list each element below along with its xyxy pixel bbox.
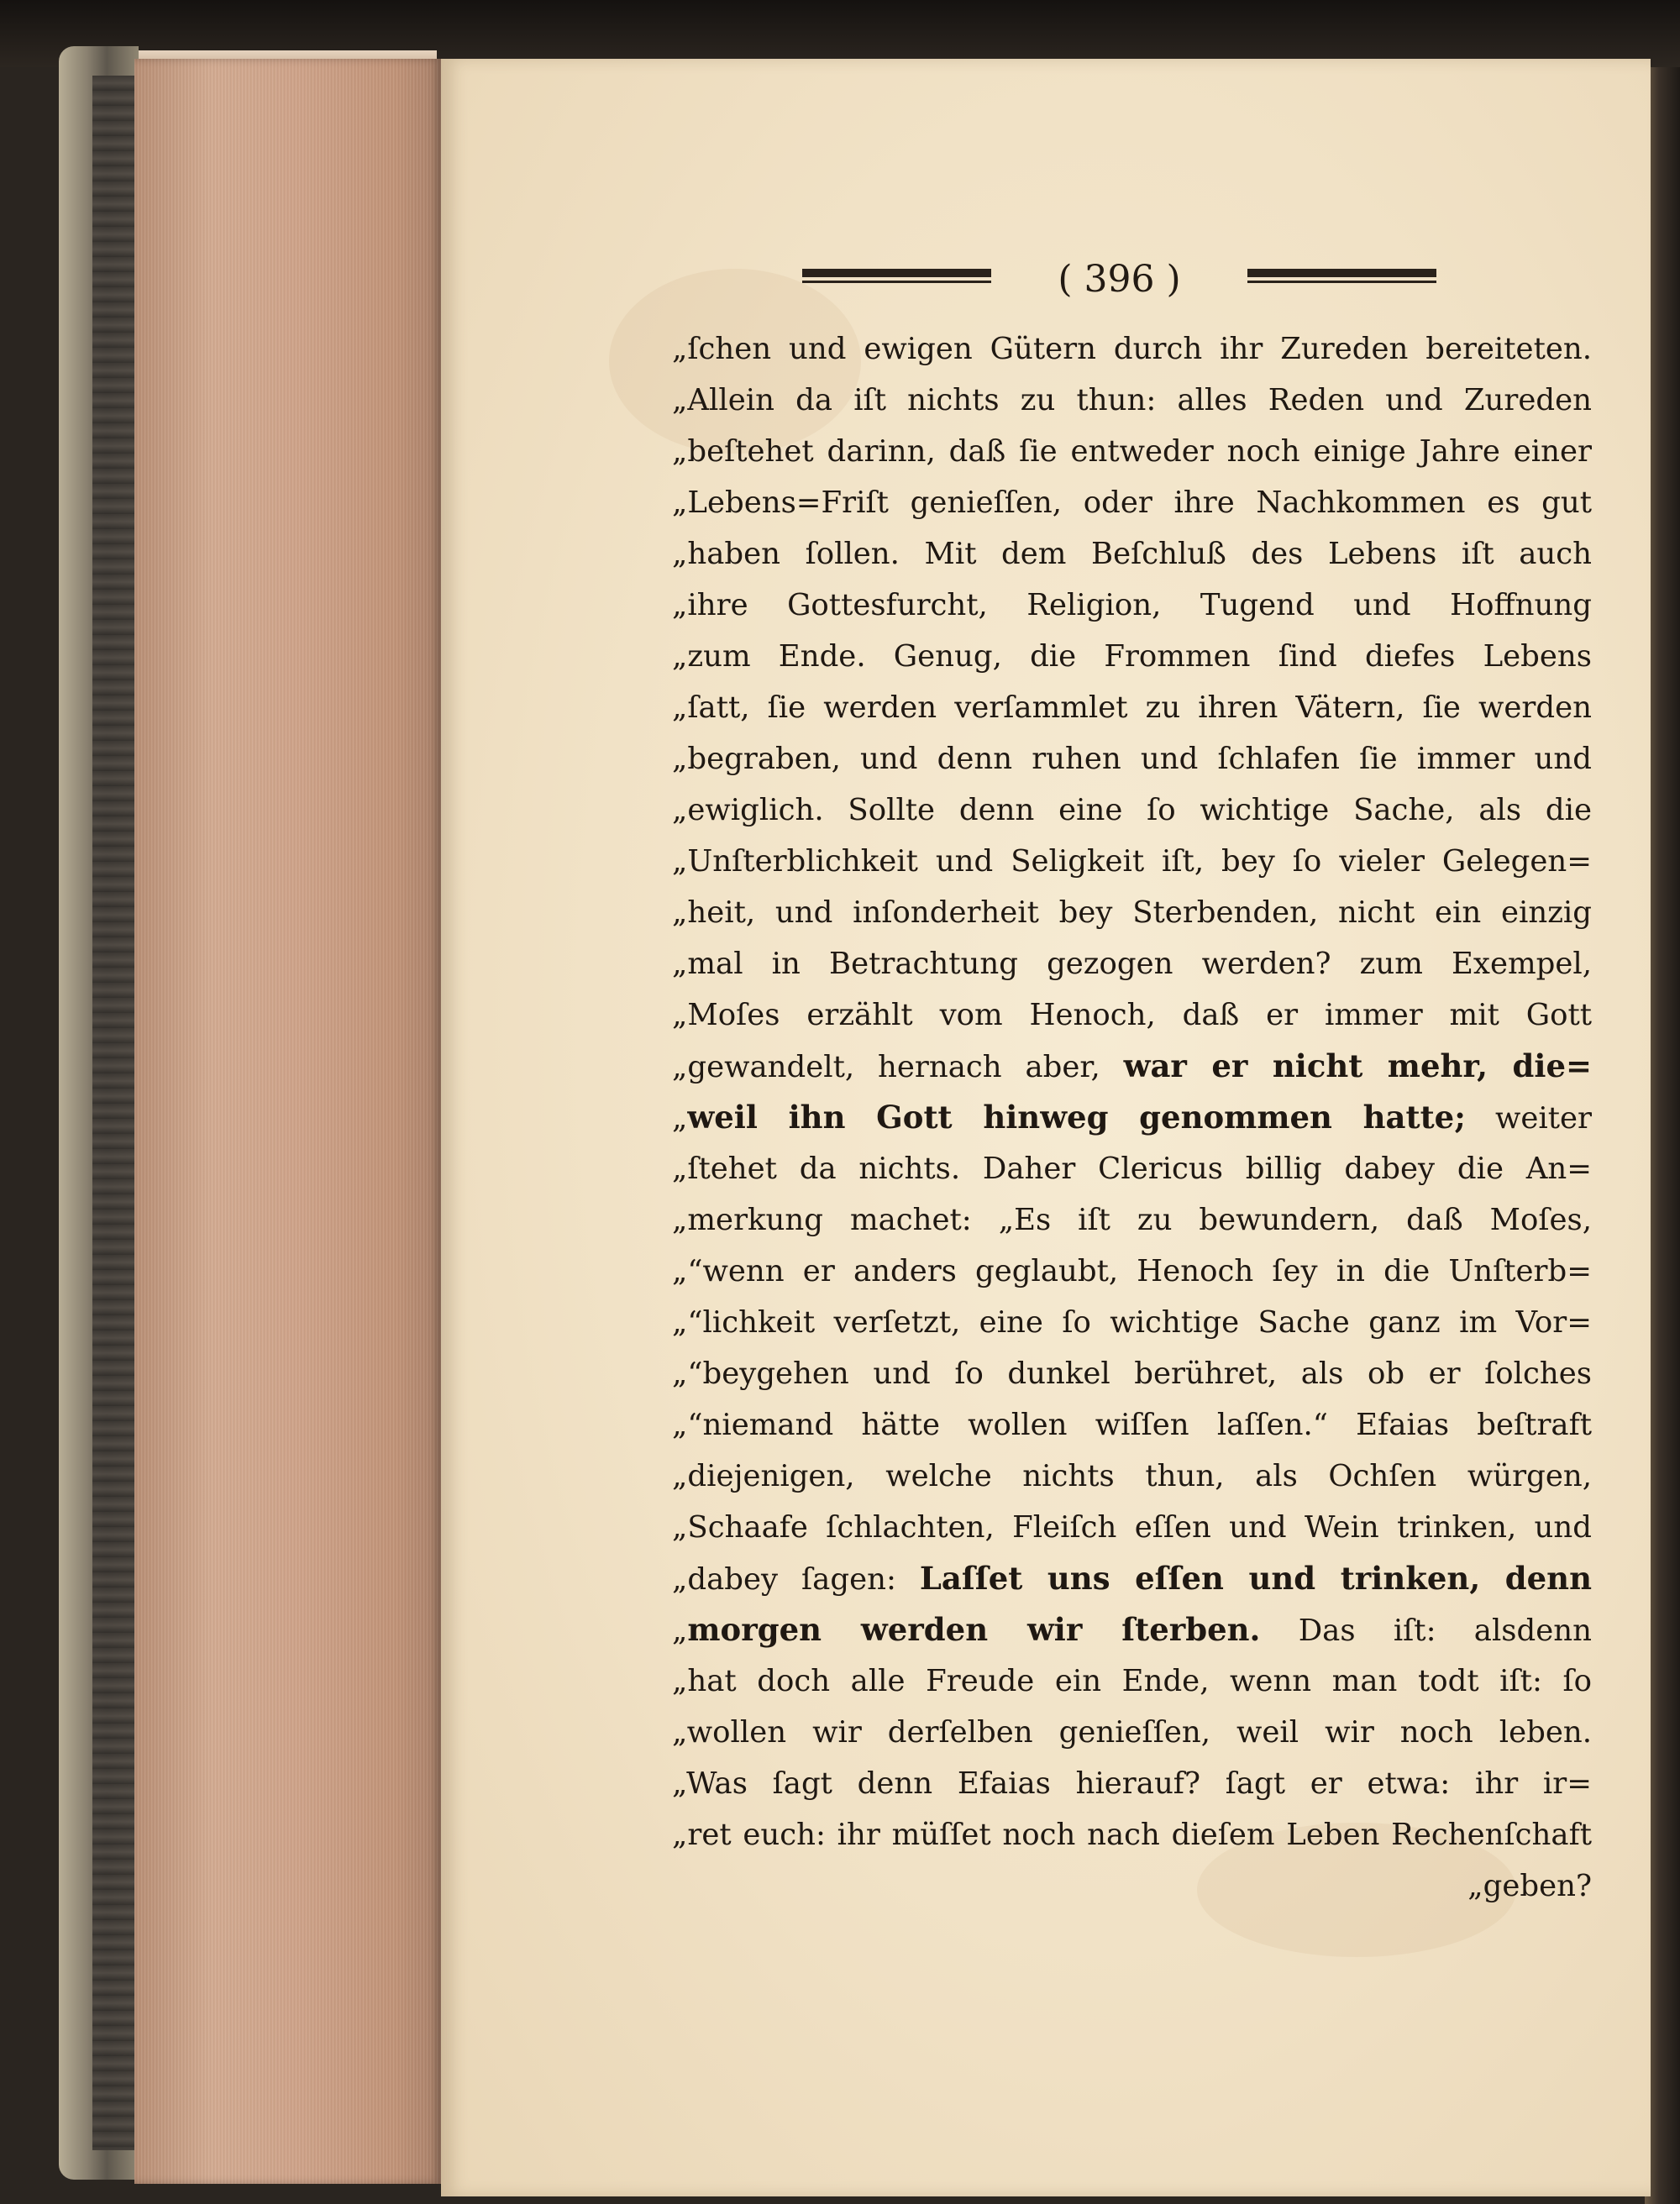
text-line (672, 938, 1592, 989)
text-segment: „dabey ſagen: (672, 1562, 920, 1597)
text-line (672, 1297, 1592, 1348)
text-segment: „ſatt, ſie werden verſammlet zu ihren Vätern, ſie werden (672, 690, 1592, 725)
text-segment: „Was ſagt denn Efaias hierauf? ſagt er etwa: ihr ir= (672, 1766, 1592, 1801)
text-line (672, 1656, 1592, 1707)
text-line (672, 682, 1592, 733)
text-line (672, 631, 1592, 682)
text-segment: „wollen wir derſelben genieſſen, weil wir noch leben. (672, 1715, 1592, 1750)
page-text (672, 323, 1592, 1912)
emphasized-text: morgen werden wir ſterben. (687, 1611, 1261, 1648)
text-line (672, 1604, 1592, 1656)
emphasized-text: war er nicht mehr, die= (1123, 1047, 1592, 1084)
text-segment: „zum Ende. Genug, die Frommen ſind diefes Lebens (672, 639, 1592, 674)
text-segment: weiter (1465, 1101, 1592, 1136)
text-segment: „Unſterblichkeit und Seligkeit iſt, bey ſo vieler Gelegen= (672, 844, 1592, 879)
text-segment: „“beygehen und ſo dunkel berühret, als ob er ſolches (672, 1357, 1592, 1391)
text-segment: „diejenigen, welche nichts thun, als Ochſen würgen, (672, 1459, 1592, 1493)
text-line (672, 1194, 1592, 1246)
text-segment: „ (672, 1614, 688, 1648)
text-segment: „mal in Betrachtung gezogen werden? zum Exempel, (672, 947, 1592, 981)
text-segment: „ſtehet da nichts. Daher Clericus billig dabey die An= (672, 1152, 1592, 1186)
book-spine-binding (92, 76, 139, 2150)
page-edges (134, 59, 441, 2184)
emphasized-text: weil ihn Gott hinweg genommen hatte; (687, 1099, 1466, 1136)
text-segment: „heit, und inſonderheit bey Sterbenden, nicht ein einzig (672, 895, 1592, 930)
text-line (672, 1758, 1592, 1809)
text-line (672, 477, 1592, 528)
text-line (672, 323, 1592, 375)
text-segment: „merkung machet: „Es iſt zu bewundern, daß Moſes, (672, 1203, 1592, 1237)
text-segment: „hat doch alle Freude ein Ende, wenn man todt iſt: ſo (672, 1664, 1592, 1698)
text-line (672, 836, 1592, 887)
text-line (672, 1860, 1592, 1912)
text-segment: „gewandelt, hernach aber, (672, 1050, 1124, 1084)
text-line (672, 1041, 1592, 1092)
text-segment: „beſtehet darinn, daß ſie entweder noch einige Jahre einer (672, 434, 1592, 469)
text-line (672, 733, 1592, 785)
page-header (802, 252, 1449, 312)
text-line (672, 1092, 1592, 1143)
text-segment: „haben ſollen. Mit dem Beſchluß des Lebens iſt auch (672, 537, 1592, 571)
text-line (672, 1246, 1592, 1297)
text-line (672, 1553, 1592, 1604)
text-segment: „Allein da iſt nichts zu thun: alles Reden und Zureden (672, 383, 1592, 417)
text-line (672, 528, 1592, 580)
text-line (672, 1399, 1592, 1451)
text-line (672, 1809, 1592, 1860)
emphasized-text: Laſſet uns eſſen und trinken, denn (919, 1560, 1592, 1597)
header-rule-left (802, 269, 991, 286)
text-line (672, 1502, 1592, 1553)
text-segment: „ret euch: ihr müſſet noch nach dieſem Leben Rechenſchaft (672, 1818, 1592, 1852)
text-line (672, 887, 1592, 938)
text-segment: „“niemand hätte wollen wiſſen laſſen.“ Efaias beſtraft (672, 1408, 1592, 1442)
text-segment: „ewiglich. Sollte denn eine ſo wichtige Sache, als die (672, 793, 1592, 827)
text-segment: „“wenn er anders geglaubt, Henoch ſey in die Unſterb= (672, 1254, 1592, 1288)
text-line (672, 989, 1592, 1041)
text-line (672, 785, 1592, 836)
page-number: ( 396 ) (1058, 258, 1181, 301)
text-line (672, 375, 1592, 426)
text-segment: „Schaafe ſchlachten, Fleiſch eſſen und Wein trinken, und (672, 1510, 1592, 1545)
header-rule-right (1247, 269, 1436, 286)
text-segment: „ſchen und ewigen Gütern durch ihr Zureden bereiteten. (672, 332, 1592, 366)
text-segment: „begraben, und denn ruhen und ſchlafen ſie immer und (672, 742, 1592, 776)
text-line (672, 1451, 1592, 1502)
text-line (672, 1707, 1592, 1758)
text-segment: „“lichkeit verſetzt, eine ſo wichtige Sache ganz im Vor= (672, 1305, 1592, 1340)
text-line (672, 580, 1592, 631)
text-segment: „Lebens=Friſt genieſſen, oder ihre Nachkommen es gut (672, 485, 1592, 520)
text-line (672, 1143, 1592, 1194)
text-line (672, 426, 1592, 477)
text-segment: „geben? (1467, 1869, 1592, 1903)
text-segment: „ (672, 1101, 688, 1136)
text-segment: Das iſt: alsdenn (1260, 1614, 1592, 1648)
text-line (672, 1348, 1592, 1399)
text-segment: „ihre Gottesfurcht, Religion, Tugend und Hoffnung (672, 588, 1592, 622)
text-segment: „Moſes erzählt vom Henoch, daß er immer mit Gott (672, 998, 1592, 1032)
